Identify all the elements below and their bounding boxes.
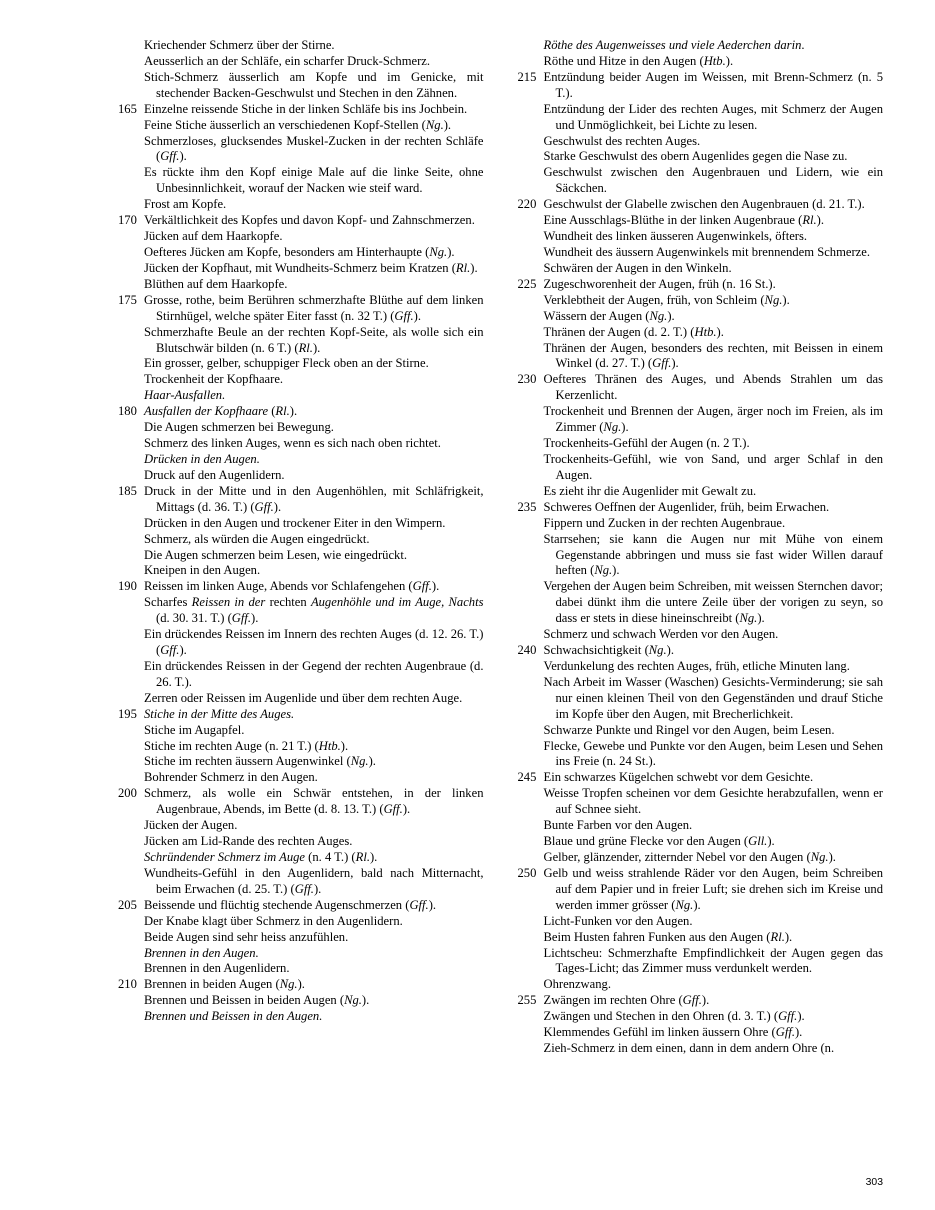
entry-text: Röthe des Augenweisses und viele Aederchen darin.: [543, 38, 805, 52]
symptom-entry: [518, 977, 884, 993]
entry-text: Blüthen auf dem Haarkopfe.: [144, 276, 288, 291]
symptom-entry: [118, 229, 484, 245]
entry-text: Jücken auf dem Haarkopfe.: [144, 229, 283, 244]
symptom-entry: [118, 993, 484, 1009]
entry-text: Kriechender Schmerz über der Stirne.: [144, 38, 335, 52]
entry-text: Zugeschworenheit der Augen, früh (n. 16 St.).: [543, 276, 776, 291]
symptom-entry: [118, 691, 484, 707]
symptom-entry: [518, 627, 884, 643]
symptom-entry: [518, 277, 884, 293]
entry-text: Aeusserlich an der Schläfe, ein scharfer Druck-Schmerz.: [144, 53, 431, 68]
symptom-entry: [518, 197, 884, 213]
symptom-entry: [518, 500, 884, 516]
entry-text: Wundheits-Gefühl in den Augenlidern, bald nach Mitternacht, beim Erwachen (d. 25. T.) (Gff.).: [144, 865, 484, 896]
symptom-entry: [118, 325, 484, 357]
symptom-entry: [118, 436, 484, 452]
entry-text: Geschwulst zwischen den Augenbrauen und Lidern, wie ein Säckchen.: [543, 165, 883, 196]
entry-text: Beissende und flüchtig stechende Augenschmerzen (Gff.).: [144, 897, 437, 912]
entry-number: 175: [118, 292, 137, 307]
symptom-entry: [118, 770, 484, 786]
entry-text: Wundheit des linken äusseren Augenwinkels, öfters.: [543, 229, 808, 244]
entry-text: Druck in der Mitte und in den Augenhöhlen, mit Schläfrigkeit, Mittags (d. 36. T.) (Gff.).: [144, 483, 484, 514]
entry-text: Nach Arbeit im Wasser (Waschen) Gesichts-Verminderung; sie sah nur einen kleinen Theil von den Gegenständen und drauf Stiche im Kopfe über den Augen, mit Brecherlichkeit.: [543, 674, 883, 721]
entry-text: Ein drückendes Reissen in der Gegend der rechten Augenbraue (d. 26. T.).: [144, 658, 484, 689]
symptom-entry: [518, 1025, 884, 1041]
entry-text: Brennen und Beissen in den Augen.: [144, 1009, 323, 1024]
right-column: [518, 38, 884, 1057]
entry-text: Stiche im Augapfel.: [144, 722, 245, 737]
symptom-entry: [518, 149, 884, 165]
symptom-entry: [118, 977, 484, 993]
symptom-entry: [518, 914, 884, 930]
entry-text: Thränen der Augen (d. 2. T.) (Htb.).: [543, 324, 724, 339]
symptom-entry: [118, 739, 484, 755]
entry-text: Einzelne reissende Stiche in der linken Schläfe bis ins Jochbein.: [144, 101, 468, 116]
entry-text: Schmerz des linken Auges, wenn es sich nach oben richtet.: [144, 436, 441, 451]
symptom-entry: [118, 484, 484, 516]
symptom-entry: [518, 229, 884, 245]
entry-text: Jücken der Kopfhaut, mit Wundheits-Schmerz beim Kratzen (Rl.).: [144, 260, 478, 275]
symptom-entry: [118, 70, 484, 102]
entry-text: Starrsehen; sie kann die Augen nur mit Mühe von einem Gegenstande abbringen und muss sie fast wider Willen darauf heften (Ng.).: [543, 531, 883, 578]
entry-text: Geschwulst der Glabelle zwischen den Augenbrauen (d. 21. T.).: [543, 197, 865, 212]
entry-text: Schmerz, als würden die Augen eingedrückt.: [144, 531, 370, 546]
symptom-entry: [518, 993, 884, 1009]
entry-text: Schmerz und schwach Werden vor den Augen.: [543, 627, 779, 642]
entry-text: Drücken in den Augen.: [144, 451, 260, 466]
symptom-entry: [518, 659, 884, 675]
symptom-entry: [518, 38, 884, 54]
symptom-entry: [518, 213, 884, 229]
entry-text: Entzündung beider Augen im Weissen, mit Brenn-Schmerz (n. 5 T.).: [543, 69, 883, 100]
entry-text: Schründender Schmerz im Auge (n. 4 T.) (Rl.).: [144, 850, 378, 865]
symptom-entry: [118, 245, 484, 261]
symptom-entry: [118, 356, 484, 372]
entry-text: Die Augen schmerzen bei Bewegung.: [144, 420, 334, 435]
entry-text: Brennen in beiden Augen (Ng.).: [144, 977, 305, 992]
symptom-entry: [118, 1009, 484, 1025]
symptom-entry: [518, 818, 884, 834]
entry-text: Stiche in der Mitte des Auges.: [144, 706, 295, 721]
entry-text: Es rückte ihm den Kopf einige Male auf die linke Seite, ohne Unbesinnlichkeit, worauf der Nacken wie steif ward.: [144, 165, 484, 196]
entry-number: 225: [517, 276, 537, 291]
entry-number: 195: [118, 706, 137, 721]
symptom-entry: [118, 548, 484, 564]
entry-text: Entzündung der Lider des rechten Auges, mit Schmerz der Augen und Unmöglichkeit, bei Lichte zu lesen.: [543, 101, 883, 132]
symptom-entry: [518, 102, 884, 134]
entry-text: Zwängen und Stechen in den Ohren (d. 3. T.) (Gff.).: [543, 1009, 805, 1024]
entry-text: Es zieht ihr die Augenlider mit Gewalt zu.: [543, 483, 757, 498]
symptom-entry: [518, 436, 884, 452]
entry-text: Gelber, glänzender, zitternder Nebel vor den Augen (Ng.).: [543, 850, 836, 865]
symptom-entry: [118, 197, 484, 213]
entry-number: 235: [517, 499, 537, 514]
entry-text: Beim Husten fahren Funken aus den Augen (Rl.).: [543, 929, 793, 944]
entry-text: Stiche im rechten äussern Augenwinkel (Ng.).: [144, 754, 376, 769]
symptom-entry: [518, 834, 884, 850]
symptom-entry: [118, 627, 484, 659]
entry-text: Beide Augen sind sehr heiss anzufühlen.: [144, 929, 349, 944]
entry-number: 200: [118, 786, 137, 801]
symptom-entry: [518, 532, 884, 580]
entry-text: Schwachsichtigkeit (Ng.).: [543, 643, 674, 658]
two-column-body: [118, 38, 883, 1057]
symptom-entry: [118, 866, 484, 898]
entry-text: Zieh-Schmerz in dem einen, dann in dem andern Ohre (n.: [543, 1041, 835, 1056]
entry-text: Weisse Tropfen scheinen vor dem Gesichte herabzufallen, wenn er auf Schnee sieht.: [543, 786, 883, 817]
symptom-entry: [118, 930, 484, 946]
entry-text: Wundheit des äussern Augenwinkels mit brennendem Schmerze.: [543, 244, 870, 259]
entry-text: Ohrenzwang.: [543, 977, 611, 992]
symptom-entry: [118, 372, 484, 388]
symptom-entry: [118, 516, 484, 532]
entry-text: Eine Ausschlags-Blüthe in der linken Augenbraue (Rl.).: [543, 213, 824, 228]
entry-text: Flecke, Gewebe und Punkte vor den Augen, beim Lesen und Sehen ins Freie (n. 24 St.).: [543, 738, 883, 769]
symptom-entry: [118, 420, 484, 436]
entry-text: Der Knabe klagt über Schmerz in den Augenlidern.: [144, 913, 403, 928]
entry-text: Verkältlichkeit des Kopfes und davon Kopf- und Zahnschmerzen.: [144, 213, 475, 228]
entry-text: Gelb und weiss strahlende Räder vor den Augen, beim Schreiben auf dem Papier und in freier Luft; sie drehen sich im Kreise und werden immer grösser (Ng.).: [543, 865, 883, 912]
symptom-entry: [518, 261, 884, 277]
entry-number: 230: [517, 372, 537, 387]
entry-text: Oefteres Jücken am Kopfe, besonders am Hinterhaupte (Ng.).: [144, 244, 455, 259]
entry-text: Die Augen schmerzen beim Lesen, wie eingedrückt.: [144, 547, 407, 562]
entry-text: Grosse, rothe, beim Berühren schmerzhafte Blüthe auf dem linken Stirnhügel, welche später Eiter fasst (n. 32 T.) (Gff.).: [144, 292, 484, 323]
symptom-entry: [118, 404, 484, 420]
symptom-entry: [118, 277, 484, 293]
entry-text: Ausfallen der Kopfhaare (Rl.).: [144, 404, 298, 419]
symptom-entry: [118, 134, 484, 166]
symptom-entry: [518, 1041, 884, 1057]
symptom-entry: [518, 786, 884, 818]
entry-text: Blaue und grüne Flecke vor den Augen (Gll.).: [543, 834, 775, 849]
entry-number: 220: [517, 197, 537, 212]
symptom-entry: [118, 293, 484, 325]
symptom-entry: [118, 786, 484, 818]
entry-text: Kneipen in den Augen.: [144, 563, 261, 578]
entry-text: Trockenheits-Gefühl, wie von Sand, und arger Schlaf in den Augen.: [543, 451, 883, 482]
entry-text: Bohrender Schmerz in den Augen.: [144, 770, 318, 785]
entry-number: 205: [118, 897, 137, 912]
symptom-entry: [518, 54, 884, 70]
entry-text: Stich-Schmerz äusserlich am Kopfe und im Genicke, mit stechender Backen-Geschwulst und Stechen in den Zähnen.: [144, 69, 484, 100]
symptom-entry: [118, 818, 484, 834]
entry-text: Brennen in den Augenlidern.: [144, 961, 290, 976]
symptom-entry: [518, 1009, 884, 1025]
entry-text: Trockenheit der Kopfhaare.: [144, 372, 284, 387]
symptom-entry: [118, 754, 484, 770]
symptom-entry: [518, 930, 884, 946]
entry-number: 165: [118, 101, 137, 116]
symptom-entry: [118, 723, 484, 739]
symptom-entry: [518, 452, 884, 484]
symptom-entry: [518, 165, 884, 197]
entry-text: Jücken am Lid-Rande des rechten Auges.: [144, 834, 353, 849]
entry-number: 185: [118, 483, 137, 498]
entry-text: Drücken in den Augen und trockener Eiter in den Wimpern.: [144, 515, 446, 530]
entry-text: Klemmendes Gefühl im linken äussern Ohre (Gff.).: [543, 1025, 803, 1040]
symptom-entry: [518, 484, 884, 500]
entry-text: Fippern und Zucken in der rechten Augenbraue.: [543, 515, 786, 530]
entry-number: 170: [118, 213, 137, 228]
symptom-entry: [118, 468, 484, 484]
symptom-entry: [118, 579, 484, 595]
symptom-entry: [118, 659, 484, 691]
symptom-entry: [118, 38, 484, 54]
entry-text: Reissen im linken Auge, Abends vor Schlafengehen (Gff.).: [144, 579, 440, 594]
symptom-entry: [118, 532, 484, 548]
symptom-entry: [118, 961, 484, 977]
symptom-entry: [518, 675, 884, 723]
entry-number: 190: [118, 579, 137, 594]
symptom-entry: [118, 54, 484, 70]
entry-text: Starke Geschwulst des obern Augenlides gegen die Nase zu.: [543, 149, 848, 164]
symptom-entry: [518, 739, 884, 771]
entry-text: Scharfes Reissen in der rechten Augenhöhle und im Auge, Nachts (d. 30. 31. T.) (Gff.).: [144, 595, 484, 626]
symptom-entry: [518, 723, 884, 739]
entry-text: Lichtscheu: Schmerzhafte Empfindlichkeit der Augen gegen das Tages-Licht; das Zimmer muss verdunkelt werden.: [543, 945, 883, 976]
symptom-entry: [118, 707, 484, 723]
entry-text: Ein schwarzes Kügelchen schwebt vor dem Gesichte.: [543, 770, 814, 785]
entry-number: 210: [118, 977, 137, 992]
entry-text: Schwarze Punkte und Ringel vor den Augen, beim Lesen.: [543, 722, 835, 737]
entry-number: 180: [118, 404, 137, 419]
entry-text: Wässern der Augen (Ng.).: [543, 308, 675, 323]
entry-text: Bunte Farben vor den Augen.: [543, 818, 693, 833]
entry-text: Verklebtheit der Augen, früh, von Schleim (Ng.).: [543, 292, 790, 307]
entry-text: Druck auf den Augenlidern.: [144, 467, 285, 482]
symptom-entry: [518, 245, 884, 261]
symptom-entry: [118, 834, 484, 850]
symptom-entry: [518, 372, 884, 404]
symptom-entry: [118, 563, 484, 579]
symptom-entry: [518, 134, 884, 150]
symptom-entry: [518, 643, 884, 659]
entry-text: Ein drückendes Reissen im Innern des rechten Auges (d. 12. 26. T.) (Gff.).: [144, 627, 484, 658]
symptom-entry: [518, 516, 884, 532]
symptom-entry: [118, 452, 484, 468]
entry-number: 240: [517, 643, 537, 658]
symptom-entry: [118, 165, 484, 197]
entry-text: Frost am Kopfe.: [144, 197, 227, 212]
entry-number: 250: [517, 865, 537, 880]
entry-text: Röthe und Hitze in den Augen (Htb.).: [543, 53, 734, 68]
entry-text: Feine Stiche äusserlich an verschiedenen Kopf-Stellen (Ng.).: [144, 117, 452, 132]
symptom-entry: [118, 388, 484, 404]
symptom-entry: [518, 946, 884, 978]
left-column: [118, 38, 484, 1025]
entry-text: Zwängen im rechten Ohre (Gff.).: [543, 993, 710, 1008]
entry-text: Vergehen der Augen beim Schreiben, mit weissen Sternchen davor; dabei dünkt ihm die untere Zeile über der vorigen zu seyn, so dass er stets in diese hineinschreibt (Ng.).: [543, 579, 883, 626]
symptom-entry: [118, 261, 484, 277]
entry-text: Haar-Ausfallen.: [144, 388, 226, 403]
symptom-entry: [118, 118, 484, 134]
symptom-entry: [118, 213, 484, 229]
symptom-entry: [518, 325, 884, 341]
entry-text: Schmerzhafte Beule an der rechten Kopf-Seite, als wolle sich ein Blutschwär bilden (n. 6 T.) (Rl.).: [144, 324, 484, 355]
symptom-entry: [518, 579, 884, 627]
entry-number: 245: [517, 770, 537, 785]
symptom-entry: [118, 102, 484, 118]
symptom-entry: [518, 866, 884, 914]
entry-text: Zerren oder Reissen im Augenlide und über dem rechten Auge.: [144, 690, 463, 705]
entry-number: 255: [517, 993, 537, 1008]
entry-text: Schwären der Augen in den Winkeln.: [543, 260, 732, 275]
symptom-entry: [518, 341, 884, 373]
page-number: 303: [865, 1177, 883, 1188]
entry-text: Oefteres Thränen des Auges, und Abends Strahlen um das Kerzenlicht.: [543, 372, 883, 403]
symptom-entry: [518, 70, 884, 102]
symptom-entry: [118, 595, 484, 627]
entry-text: Ein grosser, gelber, schuppiger Fleck oben an der Stirne.: [144, 356, 429, 371]
entry-text: Schmerz, als wolle ein Schwär entstehen, in der linken Augenbraue, Abends, im Bette (d. 8. 13. T.) (Gff.).: [144, 786, 484, 817]
entry-text: Schweres Oeffnen der Augenlider, früh, beim Erwachen.: [543, 499, 830, 514]
entry-number: 215: [517, 69, 537, 84]
symptom-entry: [118, 946, 484, 962]
entry-text: Geschwulst des rechten Auges.: [543, 133, 701, 148]
entry-text: Brennen und Beissen in beiden Augen (Ng.).: [144, 993, 370, 1008]
entry-text: Verdunkelung des rechten Auges, früh, etliche Minuten lang.: [543, 658, 850, 673]
entry-text: Trockenheit und Brennen der Augen, ärger noch im Freien, als im Zimmer (Ng.).: [543, 404, 883, 435]
symptom-entry: [118, 914, 484, 930]
entry-text: Stiche im rechten Auge (n. 21 T.) (Htb.).: [144, 738, 349, 753]
symptom-entry: [518, 850, 884, 866]
entry-text: Trockenheits-Gefühl der Augen (n. 2 T.).: [543, 436, 750, 451]
entry-text: Thränen der Augen, besonders des rechten, mit Beissen in einem Winkel (d. 27. T.) (Gff.).: [543, 340, 883, 371]
symptom-entry: [518, 309, 884, 325]
symptom-entry: [118, 850, 484, 866]
symptom-entry: [518, 404, 884, 436]
entry-text: Licht-Funken vor den Augen.: [543, 913, 693, 928]
entry-text: Schmerzloses, glucksendes Muskel-Zucken in der rechten Schläfe (Gff.).: [144, 133, 484, 164]
entry-text: Brennen in den Augen.: [144, 945, 259, 960]
symptom-entry: [518, 770, 884, 786]
symptom-entry: [118, 898, 484, 914]
entry-text: Jücken der Augen.: [144, 818, 238, 833]
symptom-entry: [518, 293, 884, 309]
